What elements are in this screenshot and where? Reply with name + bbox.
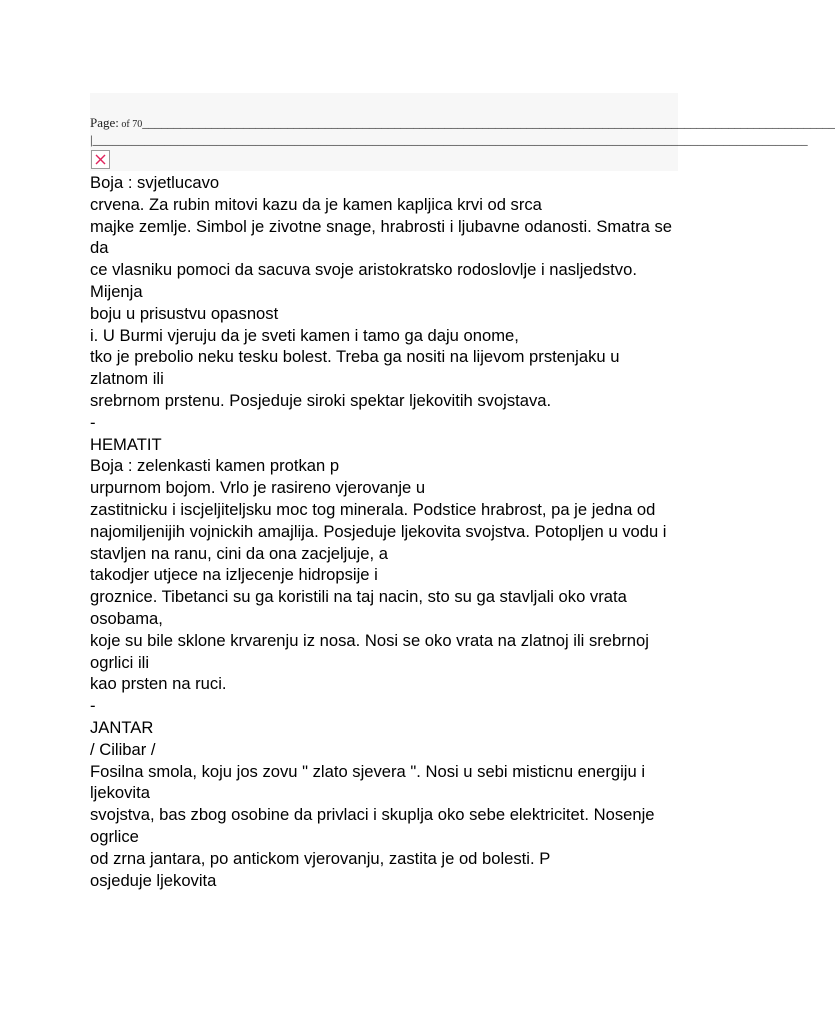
text-line: najomiljenijih vojnickih amajlija. Posjeduje ljekovita svojstva. Potopljen u vodu i [90,521,667,541]
text-line: groznice. Tibetanci su ga koristili na taj nacin, sto su ga stavljali oko vrata osobama, [90,587,627,628]
text-line: od zrna jantara, po antickom vjerovanju, zastita je od bolesti. P [90,848,551,868]
text-line: majke zemlje. Simbol je zivotne snage, hrabrosti i ljubavne odanosti. Smatra se da [90,216,672,258]
text-line: boju u prisustvu opasnost [90,303,279,323]
text-line: kao prsten na ruci. [90,674,227,694]
text-line: takodjer utjece na izljecenje hidropsije i [90,565,378,585]
separator-dash: - [90,696,96,716]
text-line: Fosilna smola, koju jos zovu " zlato sjevera ". Nosi u sebi misticnu energiju i ljekovita [90,761,645,803]
section-heading: JANTAR [90,717,154,737]
header-rule-second: |______________________________________________________________________________________________________________ [90,132,808,147]
text-line: osjeduje ljekovita [90,870,217,890]
text-line: ce vlasniku pomoci da sacuva svoje aristokratsko rodoslovlje i nasljedstvo. Mijenja [90,260,637,301]
text-line: zastitnicku i iscjeljiteljsku moc tog minerala. Podstice hrabrost, pa je jedna od [90,499,656,519]
section-heading: HEMATIT [90,434,162,454]
page-counter [90,115,835,133]
header-rule: ______________________________________________________________________________________________________________ [142,115,835,130]
text-line: / Cilibar / [90,739,156,759]
text-line: Boja : zelenkasti kamen protkan p [90,456,340,476]
text-line: svojstva, bas zbog osobine da privlaci i skuplja oko sebe elektricitet. Nosenje ogrlice [90,805,655,846]
separator-dash: - [90,412,96,432]
text-line: Boja : svjetlucavo [90,173,220,192]
broken-image-icon [91,150,110,169]
text-line: urpurnom bojom. Vrlo je rasireno vjerovanje u [90,478,426,498]
page-label: Page: [90,115,119,130]
text-line: stavljen na ranu, cini da ona zacjeljuje, a [90,543,388,563]
document-body [90,172,680,891]
text-line: tko je prebolio neku tesku bolest. Treba ga nositi na lijevom prstenjaku u zlatnom ili [90,347,620,389]
text-line: srebrnom prstenu. Posjeduje siroki spektar ljekovitih svojstava. [90,390,552,410]
text-line: koje su bile sklone krvarenju iz nosa. Nosi se oko vrata na zlatnoj ili srebrnoj ogrlici ili [90,630,649,672]
text-line: crvena. Za rubin mitovi kazu da je kamen kapljica krvi od srca [90,194,542,214]
text-line: i. U Burmi vjeruju da je sveti kamen i tamo ga daju onome, [90,325,519,345]
page-count: of 70 [118,119,143,130]
page-header [90,93,835,171]
